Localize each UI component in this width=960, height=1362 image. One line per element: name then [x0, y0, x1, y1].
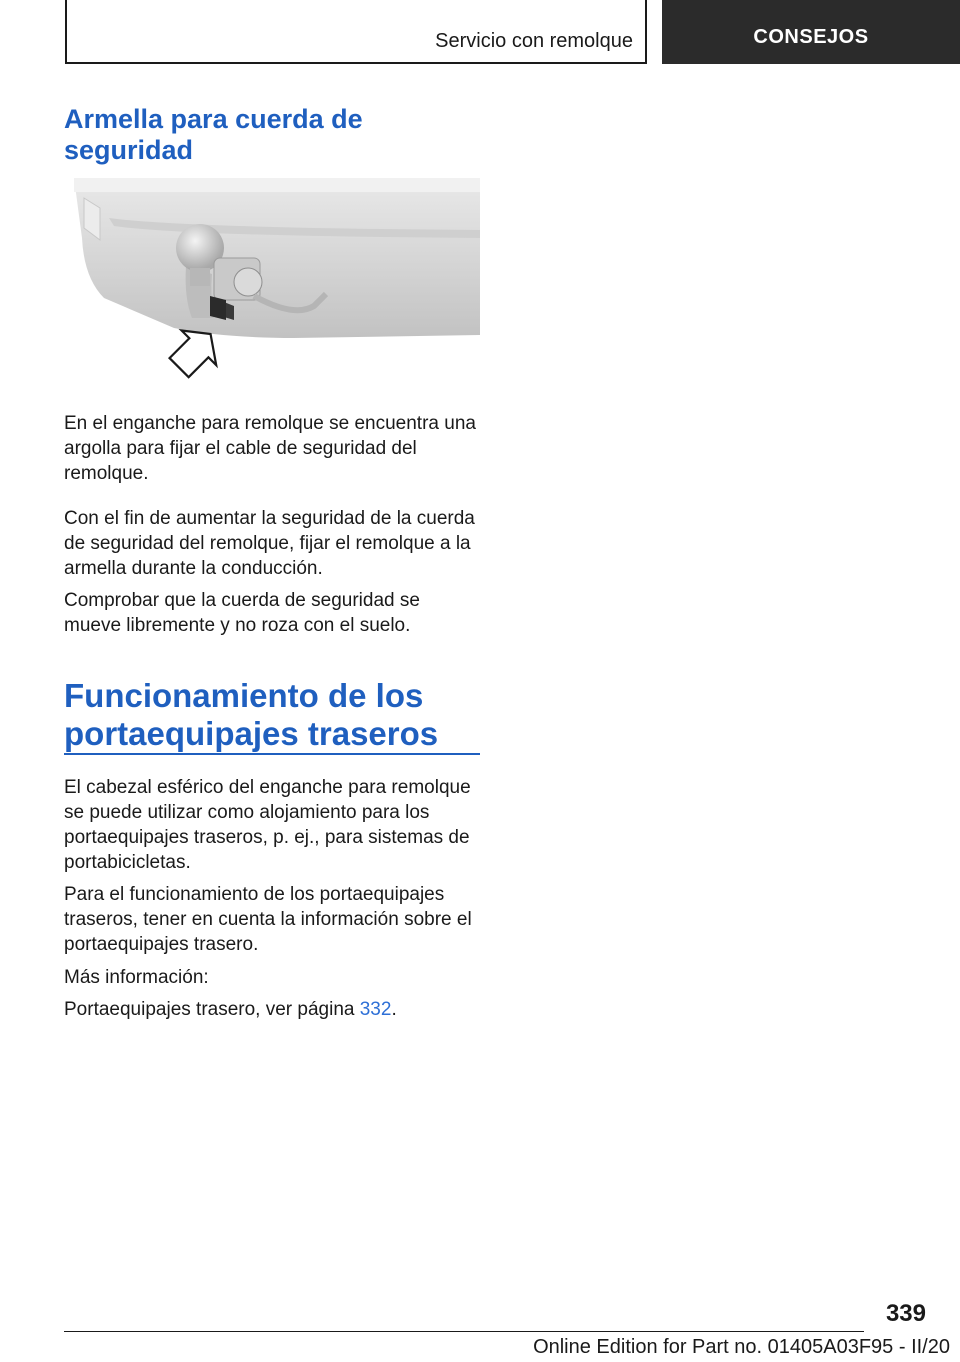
chapter-tab[interactable] [662, 0, 960, 64]
section-title-safety-cable-eye: Armella para cuerda de seguridad [64, 104, 363, 165]
paragraph: Para el funcionamiento de los portaequipajes traseros, tener en cuenta la información sobre el portaequipajes trasero. [64, 884, 472, 955]
footer-edition: Online Edition for Part no. 01405A03F95 - II/20 [533, 1336, 950, 1358]
footer-divider [64, 1331, 864, 1332]
paragraph: En el enganche para remolque se encuentra una argolla para fijar el cable de seguridad del remolque. [64, 413, 476, 484]
cross-reference-end: . [391, 999, 397, 1020]
tow-hitch-illustration [64, 178, 480, 388]
paragraph: Comprobar que la cuerda de seguridad se mueve libremente y no roza con el suelo. [64, 590, 420, 636]
paragraph: Con el fin de aumentar la seguridad de la cuerda de seguridad del remolque, fijar el remolque a la armella durante la conducción. [64, 508, 475, 579]
header-section-title: Servicio con remolque [435, 30, 633, 52]
section-title-rear-carriers: Funcionamiento de los portaequipajes traseros [64, 677, 439, 752]
chapter-tab-label: CONSEJOS [753, 25, 869, 48]
page-link[interactable]: 332 [359, 999, 392, 1020]
paragraph: El cabezal esférico del enganche para remolque se puede utilizar como alojamiento para los portaequipajes traseros, p. ej., para sistemas de portabicicletas. [64, 777, 471, 873]
header-box [65, 0, 647, 64]
page-number: 339 [885, 1300, 926, 1327]
cross-reference-text: Portaequipajes trasero, ver página [64, 999, 360, 1020]
paragraph: Más información: [64, 967, 209, 988]
cross-reference [64, 997, 480, 1022]
title-underline [64, 753, 480, 755]
